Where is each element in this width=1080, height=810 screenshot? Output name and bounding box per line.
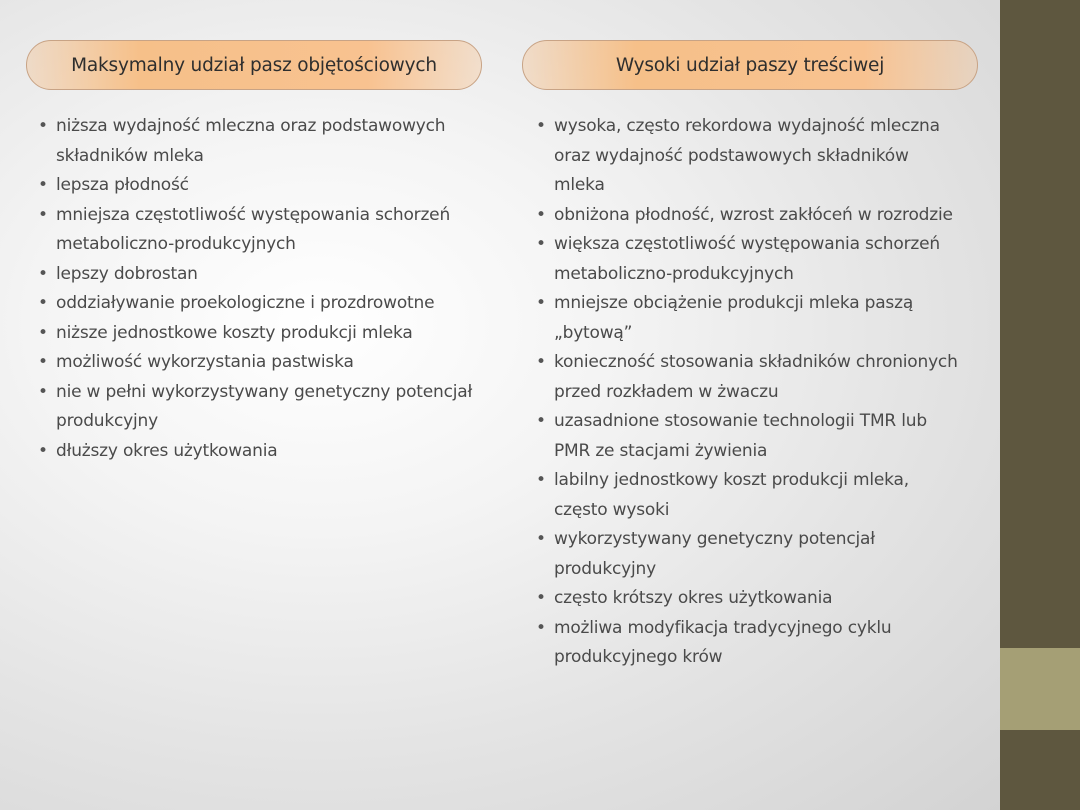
right-column-header	[522, 40, 978, 90]
list-item: • niższa wydajność mleczna oraz podstawowych składników mleka	[36, 112, 496, 171]
list-item: • lepszy dobrostan	[36, 260, 496, 290]
left-column-header	[26, 40, 482, 90]
list-item: • niższe jednostkowe koszty produkcji mleka	[36, 319, 496, 349]
list-item: • uzasadnione stosowanie technologii TMR lub PMR ze stacjami żywienia	[534, 407, 964, 466]
list-item: • często krótszy okres użytkowania	[534, 584, 964, 614]
list-item: • obniżona płodność, wzrost zakłóceń w rozrodzie	[534, 201, 964, 231]
right-header-text: Wysoki udział paszy treściwej	[615, 54, 885, 76]
right-bullet-list	[534, 112, 964, 673]
list-item: • mniejsze obciążenie produkcji mleka paszą „bytową”	[534, 289, 964, 348]
left-bullet-list	[36, 112, 496, 466]
list-item: • możliwość wykorzystania pastwiska	[36, 348, 496, 378]
list-item: • wykorzystywany genetyczny potencjał produkcyjny	[534, 525, 964, 584]
list-item: • możliwa modyfikacja tradycyjnego cyklu produkcyjnego krów	[534, 614, 964, 673]
list-item: • dłuższy okres użytkowania	[36, 437, 496, 467]
list-item: • lepsza płodność	[36, 171, 496, 201]
side-accent-block	[1000, 648, 1080, 730]
left-header-text: Maksymalny udział pasz objętościowych	[71, 54, 437, 76]
list-item: • labilny jednostkowy koszt produkcji mleka, często wysoki	[534, 466, 964, 525]
list-item: • mniejsza częstotliwość występowania schorzeń metaboliczno-produkcyjnych	[36, 201, 496, 260]
list-item: • większa częstotliwość występowania schorzeń metaboliczno-produkcyjnych	[534, 230, 964, 289]
list-item: • wysoka, często rekordowa wydajność mleczna oraz wydajność podstawowych składników mleka	[534, 112, 964, 201]
list-item: • nie w pełni wykorzystywany genetyczny potencjał produkcyjny	[36, 378, 496, 437]
list-item: • konieczność stosowania składników chronionych przed rozkładem w żwaczu	[534, 348, 964, 407]
list-item: • oddziaływanie proekologiczne i prozdrowotne	[36, 289, 496, 319]
